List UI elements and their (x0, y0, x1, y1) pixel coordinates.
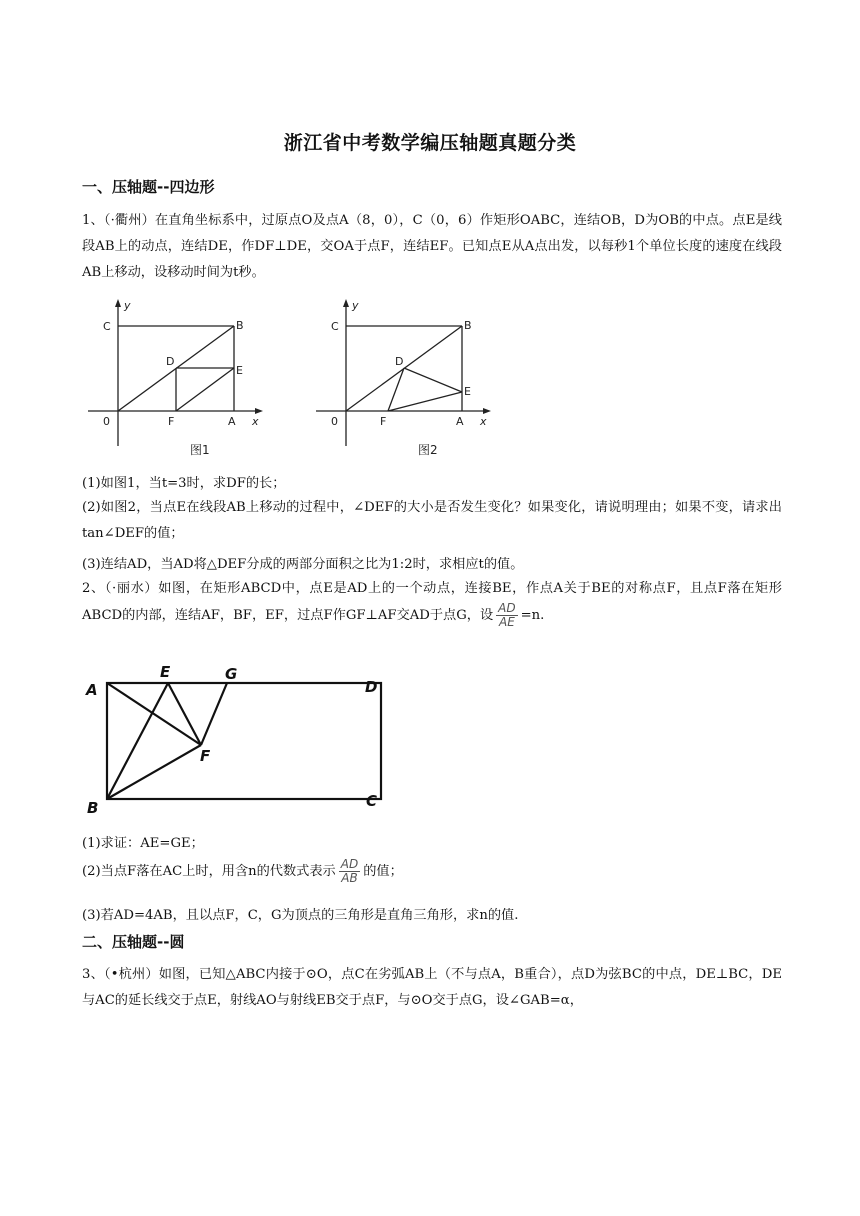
fig3-label-d: D (365, 678, 378, 696)
figure-rectangle-abcd (84, 660, 394, 818)
section-heading-circle: 二、压轴题--圆 (82, 933, 185, 951)
fig1-label-x: x (252, 415, 259, 428)
fig2-caption: 图2 (418, 443, 438, 457)
fig1-label-f: F (168, 415, 175, 428)
question-2-part-1: (1)求证：AE=GE； (82, 836, 204, 851)
question-2-text-end: =n. (520, 608, 545, 623)
fig1-label-o: 0 (103, 415, 110, 428)
question-2-part-2-end: 的值； (363, 864, 403, 879)
fig2-label-x: x (480, 415, 487, 428)
fig2-label-y: y (352, 299, 359, 312)
section-heading-quadrilateral: 一、压轴题--四边形 (82, 178, 215, 196)
fraction-ad-over-ae (496, 602, 517, 629)
fraction-denominator: AE (498, 615, 515, 629)
question-2-text (82, 576, 782, 629)
fraction-ad-over-ab (339, 858, 360, 885)
fig2-label-e: E (464, 385, 471, 398)
figure-2 (316, 296, 496, 462)
fig1-label-y: y (124, 299, 131, 312)
question-1-part-3: (3)连结AD，当AD将△DEF分成的两部分面积之比为1:2时，求相应t的值。 (82, 557, 524, 572)
fig3-label-a: A (86, 681, 98, 699)
fig2-label-f: F (380, 415, 387, 428)
fig2-label-c: C (331, 320, 339, 333)
page-title: 浙江省中考数学编压轴题真题分类 (283, 132, 577, 154)
fig3-label-g: G (225, 665, 238, 683)
fig3-label-b: B (87, 799, 99, 817)
fraction-numerator: AD (498, 601, 516, 615)
question-2-part-2 (82, 858, 403, 885)
fig3-label-f: F (200, 747, 211, 765)
fig3-label-c: C (366, 792, 378, 810)
question-3-text: 3、（•杭州）如图，已知△ABC内接于⊙O，点C在劣弧AB上（不与点A，B重合），点D为弦BC的中点，DE⊥BC，DE与AC的延长线交于点E，射线AO与射线EB交于点F，与⊙O交于点G，设∠GAB=α， (82, 967, 782, 1008)
fig3-label-e: E (160, 663, 171, 681)
fig1-label-e: E (236, 364, 243, 377)
fig1-label-a: A (228, 415, 236, 428)
fig2-label-d: D (395, 355, 404, 368)
fraction-denominator: AB (341, 871, 358, 885)
question-1-part-1: (1)如图1，当t=3时，求DF的长； (82, 476, 286, 491)
fig1-label-c: C (103, 320, 111, 333)
question-1-part-2: (2)如图2，当点E在线段AB上移动的过程中，∠DEF的大小是否发生变化？如果变化，请说明理由；如果不变，请求出tan∠DEF的值； (82, 500, 782, 541)
question-2-part-2-main: (2)当点F落在AC上时，用含n的代数式表示 (82, 864, 336, 879)
question-2-part-3: (3)若AD=4AB，且以点F，C，G为顶点的三角形是直角三角形，求n的值. (82, 908, 519, 923)
fig2-label-o: 0 (331, 415, 338, 428)
fig2-label-a: A (456, 415, 464, 428)
fig2-label-b: B (464, 319, 472, 332)
fig1-caption: 图1 (190, 443, 210, 457)
figure-1 (88, 296, 268, 462)
fig1-label-d: D (166, 355, 175, 368)
question-1-text: 1、（·衢州）在直角坐标系中，过原点O及点A（8，0），C（0，6）作矩形OABC，连结OB，D为OB的中点。点E是线段AB上的动点，连结DE，作DF⊥DE，交OA于点F，连结EF。已知点E从A点出发，以每秒1个单位长度的速度在线段AB上移动，设移动时间为t秒。 (82, 213, 782, 280)
fig1-label-b: B (236, 319, 244, 332)
fraction-numerator: AD (340, 857, 359, 871)
question-2-text-main: 2、（·丽水）如图，在矩形ABCD中，点E是AD上的一个动点，连接BE，作点A关于BE的对称点F，且点F落在矩形ABCD的内部，连结AF，BF，EF，过点F作GF⊥AF交AD于点G，设 (82, 581, 782, 623)
